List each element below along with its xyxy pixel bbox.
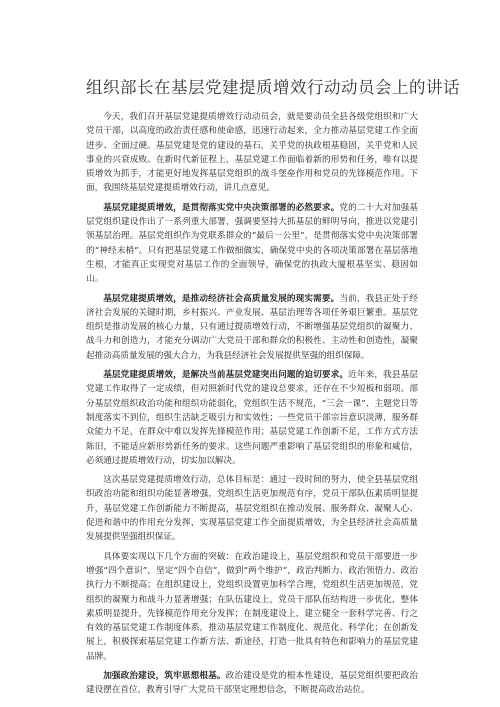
paragraph-text: 党的二十大对加强基层党组织建设作出了一系列重大部署，强调要坚持大抓基层的鲜明导向，推进以党建引领基层治理。基层党组织作为党联系群众的“最后一公里”，是贯彻落实党中央决策部署的“神经末梢”。只有把基层党建工作做细做实，确保党中央的各项决策部署在基层落地生根，才能真正实现党对基层工作的全面领导，确保党的执政大厦根基坚实、稳固如山。 bbox=[86, 202, 418, 285]
paragraph-lead-sentence: 基层党建提质增效，是推动经济社会高质量发展的现实需要。 bbox=[103, 293, 340, 304]
body-paragraph bbox=[86, 201, 418, 287]
body-paragraph bbox=[86, 669, 418, 698]
paragraph-text: 政治建设是党的根本性建设，基层党组织要把政治建设摆在首位，教育引导广大党员干部坚定理想信念，不断提高政治站位。 bbox=[86, 670, 418, 696]
body-paragraph bbox=[86, 292, 418, 363]
paragraph-text: 今天，我们召开基层党建提质增效行动动员会，就是要动员全县各级党组织和广大党员干部，以高度的政治责任感和使命感，迅速行动起来，全力推动基层党建工作全面进步、全面过硬。基层党建是党的建设的基石，关乎党的执政根基稳固，关乎党和人民事业的兴衰成败。在新时代新征程上，基层党建工作面临着新的形势和任务，唯有以提质增效为抓手，才能更好地发挥基层党组织的战斗堡垒作用和党员的先锋模范作用。下面，我围绕基层党建提质增效行动，讲几点意见。 bbox=[86, 112, 418, 194]
paragraph-text: 具体要实现以下几个方面的突破：在政治建设上，基层党组织和党员干部要进一步增强“四个意识”，坚定“四个自信”，做到“两个维护”，政治判断力、政治领悟力、政治执行力不断提高；在组织建设上，党组织设置更加科学合理，党组织生活更加规范，党组织的凝聚力和战斗力显著增强；在队伍建设上，党员干部队伍结构进一步优化，整体素质明显提升，先锋模范作用充分发挥；在制度建设上，建立健全一套科学完善、行之有效的基层党建工作制度体系，推动基层党建工作制度化、规范化、科学化；在创新发展上，积极探索基层党建工作新方法、新途径，打造一批具有特色和影响力的基层党建品牌。 bbox=[86, 551, 418, 662]
paragraph-text: 这次基层党建提质增效行动，总体目标是：通过一段时间的努力，使全县基层党组织政治功能和组织功能显著增强，党组织生活更加规范有序，党员干部队伍素质明显提升，基层党建工作创新能力不断提高，基层党组织在推动发展、服务群众、凝聚人心、促进和谐中的作用充分发挥，实现基层党建工作全面提质增效，为全县经济社会高质量发展提供坚强组织保证。 bbox=[86, 475, 418, 543]
paragraph-text: 当前，我县正处于经济社会发展的关键时期，乡村振兴、产业发展、基层治理等各项任务艰巨繁重。基层党组织是推动发展的核心力量，只有通过提质增效行动，不断增强基层党组织的凝聚力、战斗力和创造力，才能充分调动广大党员干部和群众的积极性、主动性和创造性，凝聚起推动高质量发展的强大合力，为我县经济社会发展提供坚强的组织保障。 bbox=[86, 293, 418, 361]
paragraph-lead-sentence: 基层党建提质增效，是解决当前基层党建突出问题的迫切要求。 bbox=[103, 370, 349, 381]
body-paragraph bbox=[86, 473, 418, 544]
paragraph-text: 近年来，我县基层党建工作取得了一定成绩，但对照新时代党的建设总要求，还存在不少短板和弱项。部分基层党组织政治功能和组织功能弱化，党组织生活不规范，“三会一课”、主题党日等制度落实不到位，组织生活缺乏吸引力和实效性；一些党员干部宗旨意识淡薄，服务群众能力不足，在群众中难以发挥先锋模范作用；基层党建工作创新不足，工作方式方法陈旧，不能适应新形势新任务的要求。这些问题严重影响了基层党组织的形象和威信，必须通过提质增效行动，切实加以解决。 bbox=[86, 370, 418, 466]
paragraph-lead-sentence: 基层党建提质增效，是贯彻落实党中央决策部署的必然要求。 bbox=[103, 202, 340, 213]
body-paragraph bbox=[86, 368, 418, 468]
body-paragraph bbox=[86, 550, 418, 664]
paragraph-lead-sentence: 加强政治建设，筑牢思想根基。 bbox=[103, 670, 226, 681]
document-title: 组织部长在基层党建提质增效行动动员会上的讲话 bbox=[86, 78, 460, 97]
body-paragraph bbox=[86, 110, 418, 196]
document-body bbox=[86, 110, 418, 698]
